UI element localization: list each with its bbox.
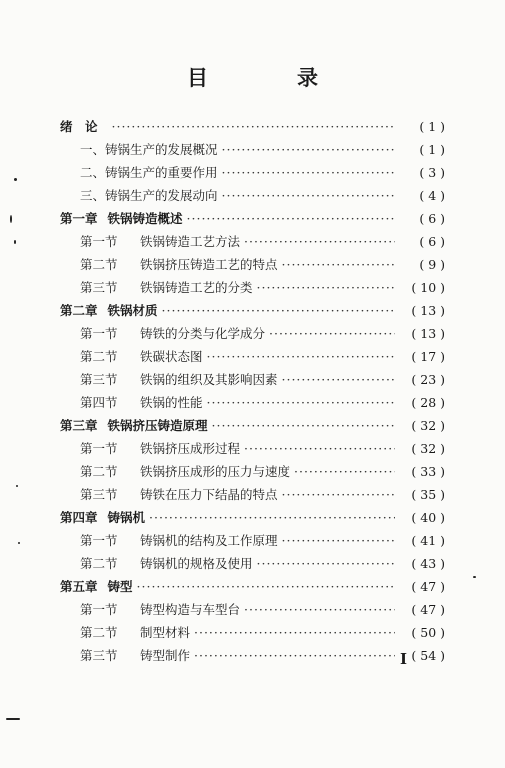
entry-number: 第三节: [80, 372, 118, 387]
toc-chapter-entry: [60, 115, 445, 138]
entry-page-number: ( 32 ): [411, 418, 445, 433]
entry-title: 铁碳状态图: [140, 349, 203, 364]
entry-number: 第五章: [60, 579, 98, 594]
entry-number: 第三章: [60, 418, 98, 433]
entry-title: 铸型制作: [140, 648, 191, 663]
entry-title: 铁锅铸造工艺方法: [140, 234, 241, 249]
scan-speck: [10, 215, 12, 223]
entry-title: 铸锅生产的重要作用: [105, 165, 218, 180]
entry-page-number: ( 47 ): [411, 602, 445, 617]
entry-title: 铸锅生产的发展动向: [105, 188, 218, 203]
dot-leader: [162, 299, 395, 322]
entry-title: 铸铁在压力下结晶的特点: [140, 487, 278, 502]
dot-leader: [207, 345, 395, 368]
dot-leader: [222, 138, 395, 161]
toc-section-entry: [60, 483, 445, 506]
scan-speck: [18, 542, 20, 544]
entry-page-number: ( 13 ): [411, 303, 445, 318]
toc-section-entry: [60, 276, 445, 299]
entry-title: 铸锅机的结构及工作原理: [140, 533, 278, 548]
entry-number: 第一节: [80, 234, 118, 249]
toc-section-entry: [60, 345, 445, 368]
entry-page-number: ( 41 ): [411, 533, 445, 548]
entry-page-number: ( 54 ): [411, 648, 445, 663]
entry-number: 第三节: [80, 648, 118, 663]
scan-speck: [473, 576, 476, 578]
dot-leader: [207, 391, 395, 414]
dot-leader: [212, 414, 395, 437]
entry-page-number: ( 1 ): [419, 119, 445, 134]
entry-title: 铸锅机: [107, 510, 146, 525]
entry-page-number: ( 43 ): [411, 556, 445, 571]
entry-number: 第三节: [80, 487, 118, 502]
entry-number: 第二节: [80, 556, 118, 571]
dot-leader: [194, 621, 395, 644]
toc-section-entry: [60, 460, 445, 483]
dot-leader: [269, 322, 395, 345]
dot-leader: [149, 506, 395, 529]
entry-number: 一、: [80, 142, 106, 157]
scan-speck: [14, 178, 17, 181]
entry-number: 第二节: [80, 464, 118, 479]
entry-page-number: ( 4 ): [419, 188, 445, 203]
entry-page-number: ( 17 ): [411, 349, 445, 364]
toc-section-entry: [60, 138, 445, 161]
entry-page-number: ( 3 ): [419, 165, 445, 180]
dot-leader: [222, 161, 395, 184]
toc-chapter-entry: [60, 575, 445, 598]
entry-title: 铁锅挤压铸造工艺的特点: [140, 257, 278, 272]
entry-page-number: ( 47 ): [411, 579, 445, 594]
toc-section-entry: [60, 368, 445, 391]
entry-title: 铁锅材质: [107, 303, 158, 318]
dot-leader: [282, 529, 395, 552]
toc-section-entry: [60, 230, 445, 253]
toc-chapter-entry: [60, 506, 445, 529]
entry-page-number: ( 23 ): [411, 372, 445, 387]
entry-title: 铸锅机的规格及使用: [140, 556, 253, 571]
entry-page-number: ( 1 ): [419, 142, 445, 157]
page-title: 目 录: [187, 65, 352, 90]
toc-section-entry: [60, 184, 445, 207]
entry-number: 第二节: [80, 625, 118, 640]
toc-section-entry: [60, 598, 445, 621]
dot-leader: [244, 230, 395, 253]
dot-leader: [112, 115, 395, 138]
dot-leader: [282, 368, 395, 391]
entry-title: 铁锅的性能: [140, 395, 203, 410]
toc-section-entry: [60, 644, 445, 667]
dot-leader: [257, 552, 395, 575]
entry-page-number: ( 6 ): [419, 211, 445, 226]
entry-title: 铁锅铸造概述: [107, 211, 183, 226]
dot-leader: [257, 276, 395, 299]
entry-page-number: ( 35 ): [411, 487, 445, 502]
toc-section-entry: [60, 552, 445, 575]
entry-title: 铸铁的分类与化学成分: [140, 326, 266, 341]
toc-section-entry: [60, 621, 445, 644]
entry-number: 第一节: [80, 326, 118, 341]
entry-title: 铁锅挤压铸造原理: [107, 418, 208, 433]
scan-speck: [14, 240, 16, 244]
dot-leader: [222, 184, 395, 207]
scan-speck: [16, 485, 18, 487]
entry-title: 铸型构造与车型台: [140, 602, 241, 617]
entry-number: 三、: [80, 188, 106, 203]
scan-speck: [6, 718, 20, 720]
toc-chapter-entry: [60, 207, 445, 230]
toc-section-entry: [60, 161, 445, 184]
dot-leader: [244, 598, 395, 621]
entry-page-number: ( 6 ): [419, 234, 445, 249]
entry-page-number: ( 10 ): [411, 280, 445, 295]
entry-number: 第二节: [80, 257, 118, 272]
dot-leader: [244, 437, 395, 460]
toc-chapter-entry: [60, 299, 445, 322]
toc-chapter-entry: [60, 414, 445, 437]
dot-leader: [282, 483, 395, 506]
entry-page-number: ( 50 ): [411, 625, 445, 640]
entry-page-number: ( 40 ): [411, 510, 445, 525]
entry-page-number: ( 28 ): [411, 395, 445, 410]
entry-number: 第一章: [60, 211, 98, 226]
entry-number: 第一节: [80, 602, 118, 617]
entry-title: 铁锅铸造工艺的分类: [140, 280, 253, 295]
entry-number: 第一节: [80, 441, 118, 456]
entry-title: 铁锅挤压成形的压力与速度: [140, 464, 291, 479]
toc-section-entry: [60, 437, 445, 460]
toc-section-entry: [60, 322, 445, 345]
entry-number: 第三节: [80, 280, 118, 295]
entry-number: 二、: [80, 165, 106, 180]
entry-title: 制型材料: [140, 625, 191, 640]
page-folio: I: [400, 650, 408, 668]
entry-number: 第二节: [80, 349, 118, 364]
entry-page-number: ( 9 ): [419, 257, 445, 272]
entry-number: 第二章: [60, 303, 98, 318]
entry-title: 铁锅的组织及其影响因素: [140, 372, 278, 387]
dot-leader: [194, 644, 395, 667]
table-of-contents: [60, 115, 445, 667]
entry-title: 铸锅生产的发展概况: [105, 142, 218, 157]
toc-section-entry: [60, 253, 445, 276]
dot-leader: [187, 207, 395, 230]
dot-leader: [137, 575, 395, 598]
entry-number: 第四节: [80, 395, 118, 410]
entry-title: 铁锅挤压成形过程: [140, 441, 241, 456]
entry-page-number: ( 13 ): [411, 326, 445, 341]
entry-number: 第一节: [80, 533, 118, 548]
entry-number: 绪 论: [60, 119, 98, 134]
toc-section-entry: [60, 529, 445, 552]
entry-page-number: ( 33 ): [411, 464, 445, 479]
dot-leader: [294, 460, 395, 483]
toc-section-entry: [60, 391, 445, 414]
entry-number: 第四章: [60, 510, 98, 525]
entry-title: 铸型: [107, 579, 133, 594]
entry-page-number: ( 32 ): [411, 441, 445, 456]
dot-leader: [282, 253, 395, 276]
